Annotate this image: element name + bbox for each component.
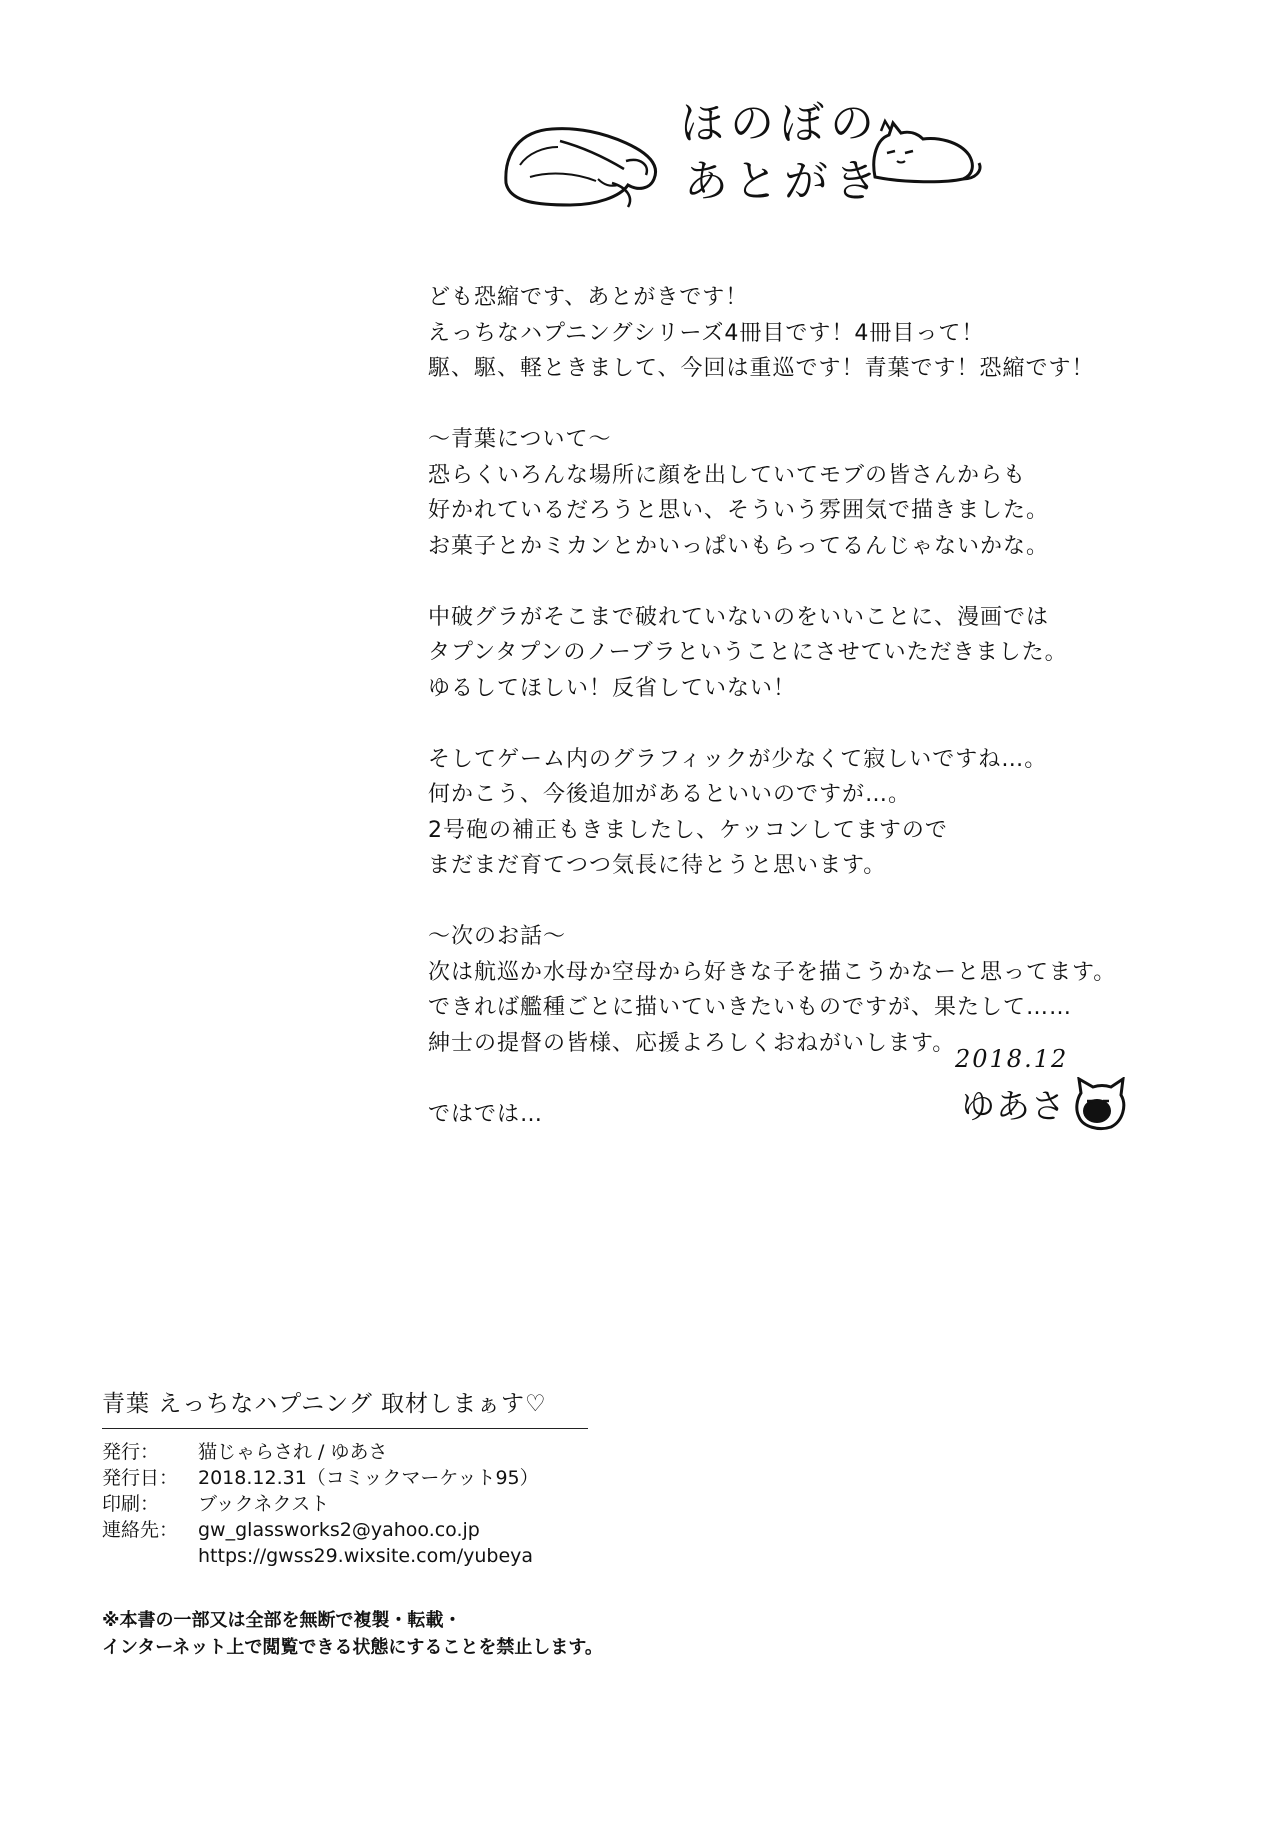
text-line: 好かれているだろうと思い、そういう雰囲気で描きました。 — [428, 498, 1050, 523]
afterword-title — [680, 95, 884, 211]
notice-line: インターネット上で閲覧できる状態にすることを禁止します。 — [102, 1637, 603, 1658]
divider — [102, 1428, 588, 1429]
text-line: そしてゲーム内のグラフィックが少なくて寂しいですね…。 — [428, 746, 1048, 772]
printer-value: ブックネクスト — [198, 1493, 330, 1515]
text-line: ～次のお話～ — [428, 924, 567, 949]
signature-name: ゆあさ — [961, 1087, 1066, 1127]
author-signature — [955, 1045, 1135, 1135]
publish-date-row — [102, 1465, 1002, 1491]
afterword-title-line2: あとがき — [684, 156, 884, 207]
copyright-notice — [102, 1607, 1002, 1661]
afterword-body — [428, 280, 1248, 1168]
text-line: ではでは… — [428, 1101, 544, 1127]
afterword-header — [500, 95, 1000, 225]
sleeping-cat-icon — [865, 117, 985, 187]
contact-row — [102, 1517, 1002, 1543]
publisher-row — [102, 1439, 1002, 1465]
text-line: できれば艦種ごとに描いていきたいものですが、果たして…… — [428, 995, 1073, 1020]
paragraph — [428, 600, 1248, 707]
text-line: まだまだ育てつつ気長に待とうと思います。 — [428, 853, 887, 878]
contact-label: 連絡先： — [102, 1519, 179, 1541]
contact-url: https://gwss29.wixsite.com/yubeya — [198, 1545, 534, 1567]
notice-line: ※本書の一部又は全部を無断で複製・転載・ — [102, 1610, 462, 1631]
text-line: 駆、駆、軽ときまして、今回は重巡です！青葉です！恐縮です！ — [428, 356, 1095, 381]
hand-illustration — [500, 113, 670, 213]
publish-date-value: 2018.12.31（コミックマーケット95） — [198, 1467, 539, 1489]
text-line: 紳士の提督の皆様、応援よろしくおねがいします。 — [428, 1030, 956, 1056]
book-title: 青葉 えっちなハプニング 取材しまぁす♡ — [102, 1391, 547, 1417]
printer-label: 印刷： — [102, 1493, 160, 1515]
publication-info — [102, 1439, 1002, 1569]
publish-date-label: 発行日： — [102, 1467, 179, 1489]
printer-row — [102, 1491, 1002, 1517]
text-line: ども恐縮です、あとがきです！ — [428, 285, 749, 310]
paragraph — [428, 742, 1248, 884]
publisher-label: 発行： — [102, 1441, 160, 1463]
paragraph — [428, 422, 1248, 564]
cat-face-icon — [1073, 1077, 1127, 1131]
text-line: 何かこう、今後追加があるといいのですが…。 — [428, 782, 912, 807]
text-line: ～青葉について～ — [428, 427, 612, 452]
contact-email: gw_glassworks2@yahoo.co.jp — [198, 1519, 480, 1541]
text-line: 2号砲の補正もきましたし、ケッコンしてますので — [428, 817, 948, 843]
text-line: お菓子とかミカンとかいっぱいもらってるんじゃないかな。 — [428, 533, 1050, 559]
paragraph — [428, 919, 1248, 1061]
text-line: ゆるしてほしい！反省していない！ — [428, 675, 797, 701]
text-line: 恐らくいろんな場所に顔を出していてモブの皆さんからも — [428, 462, 1027, 488]
afterword-title-line1: ほのぼの — [680, 98, 880, 149]
text-line: 次は航巡か水母か空母から好きな子を描こうかなーと思ってます。 — [428, 959, 1117, 985]
publisher-value: 猫じゃらされ / ゆあさ — [198, 1441, 388, 1463]
paragraph — [428, 280, 1248, 387]
colophon — [102, 1385, 1002, 1661]
text-line: タプンタプンのノーブラということにさせていただきました。 — [428, 640, 1068, 665]
signature-date: 2018.12 — [955, 1045, 1069, 1073]
text-line: えっちなハプニングシリーズ4冊目です！4冊目って！ — [428, 320, 985, 346]
contact-url-row — [102, 1543, 1002, 1569]
text-line: 中破グラがそこまで破れていないのをいいことに、漫画では — [428, 604, 1050, 630]
